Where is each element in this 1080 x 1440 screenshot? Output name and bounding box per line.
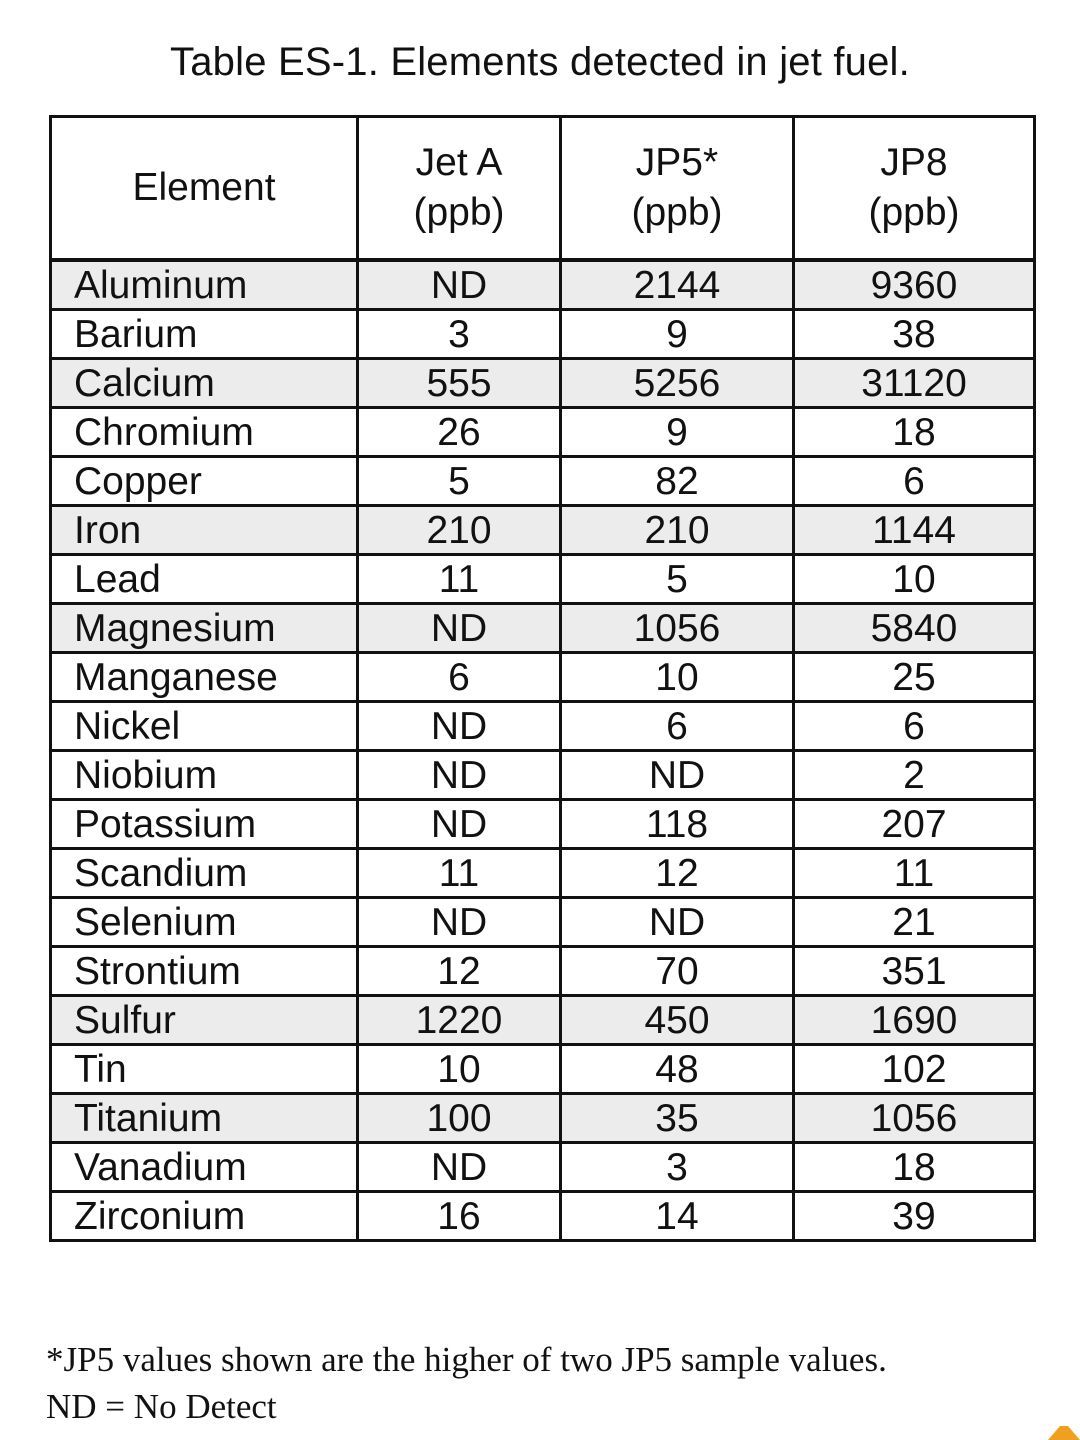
element-name-cell: Nickel [51,702,358,751]
jp5-value-cell: 10 [561,653,794,702]
jet-a-value-cell: 555 [358,359,561,408]
table-row [51,1192,1035,1241]
table-row [51,555,1035,604]
table-row [51,751,1035,800]
jet-a-value-cell: 6 [358,653,561,702]
table-row [51,653,1035,702]
jp5-value-cell: 82 [561,457,794,506]
jet-a-value-cell: 210 [358,506,561,555]
table-row [51,800,1035,849]
table-row [51,849,1035,898]
header-jp8-unit: (ppb) [868,191,960,234]
jet-a-value-cell: 16 [358,1192,561,1241]
table-row [51,1143,1035,1192]
jp8-value-cell: 5840 [794,604,1035,653]
jp8-value-cell: 11 [794,849,1035,898]
table-row [51,310,1035,359]
element-name-cell: Selenium [51,898,358,947]
jp5-value-cell: 3 [561,1143,794,1192]
element-name-cell: Chromium [51,408,358,457]
jp5-value-cell: 2144 [561,260,794,310]
jet-a-value-cell: 11 [358,555,561,604]
jp8-value-cell: 31120 [794,359,1035,408]
jet-a-value-cell: 5 [358,457,561,506]
jet-a-value-cell: 12 [358,947,561,996]
element-name-cell: Lead [51,555,358,604]
jp8-value-cell: 39 [794,1192,1035,1241]
jp5-value-cell: 6 [561,702,794,751]
elements-table [49,115,1036,1242]
jet-a-value-cell: 3 [358,310,561,359]
table-row [51,996,1035,1045]
jp8-value-cell: 6 [794,702,1035,751]
element-name-cell: Iron [51,506,358,555]
table-row [51,359,1035,408]
table-row [51,408,1035,457]
jp5-value-cell: 450 [561,996,794,1045]
element-name-cell: Manganese [51,653,358,702]
footnote-jp5: *JP5 values shown are the higher of two JP5 sample values. [46,1340,887,1379]
element-name-cell: Calcium [51,359,358,408]
table-row [51,947,1035,996]
element-name-cell: Vanadium [51,1143,358,1192]
table-header-row [51,117,1035,261]
element-name-cell: Magnesium [51,604,358,653]
header-jp5-unit: (ppb) [631,191,723,234]
jp5-value-cell: 5256 [561,359,794,408]
jet-a-value-cell: 1220 [358,996,561,1045]
table-row [51,457,1035,506]
jp8-value-cell: 25 [794,653,1035,702]
jp8-value-cell: 102 [794,1045,1035,1094]
jp5-value-cell: 9 [561,310,794,359]
jp8-value-cell: 6 [794,457,1035,506]
jet-a-value-cell: ND [358,898,561,947]
jp8-value-cell: 351 [794,947,1035,996]
table-row [51,1094,1035,1143]
jp5-value-cell: 210 [561,506,794,555]
table-title: Table ES-1. Elements detected in jet fuel. [170,40,910,84]
header-element [51,117,358,261]
header-jp8 [794,117,1035,261]
jp8-value-cell: 1144 [794,506,1035,555]
jet-a-value-cell: 10 [358,1045,561,1094]
jet-a-value-cell: ND [358,260,561,310]
table-body [51,260,1035,1241]
jp8-value-cell: 38 [794,310,1035,359]
element-name-cell: Zirconium [51,1192,358,1241]
jet-a-value-cell: 100 [358,1094,561,1143]
element-name-cell: Titanium [51,1094,358,1143]
table-row [51,506,1035,555]
table-row [51,260,1035,310]
header-jet-a-unit: (ppb) [413,191,505,234]
jet-a-value-cell: ND [358,800,561,849]
footnotes [46,1336,887,1430]
corner-logo-fragment [1010,1424,1080,1440]
footnote-nd: ND = No Detect [46,1387,277,1426]
header-element-label: Element [132,166,276,209]
jp8-value-cell: 18 [794,408,1035,457]
jet-a-value-cell: ND [358,1143,561,1192]
jp5-value-cell: ND [561,751,794,800]
element-name-cell: Scandium [51,849,358,898]
jp5-value-cell: ND [561,898,794,947]
jet-a-value-cell: 11 [358,849,561,898]
header-jp5 [561,117,794,261]
jp5-value-cell: 1056 [561,604,794,653]
element-name-cell: Barium [51,310,358,359]
element-name-cell: Niobium [51,751,358,800]
element-name-cell: Copper [51,457,358,506]
header-jp5-name: JP5* [635,141,719,184]
element-name-cell: Strontium [51,947,358,996]
jet-a-value-cell: ND [358,751,561,800]
table-row [51,1045,1035,1094]
jp8-value-cell: 1056 [794,1094,1035,1143]
header-jp8-name: JP8 [880,141,948,184]
jp8-value-cell: 21 [794,898,1035,947]
jp8-value-cell: 10 [794,555,1035,604]
jet-a-value-cell: 26 [358,408,561,457]
jet-a-value-cell: ND [358,702,561,751]
jp5-value-cell: 9 [561,408,794,457]
jp5-value-cell: 5 [561,555,794,604]
table-row [51,702,1035,751]
jet-a-value-cell: ND [358,604,561,653]
table-row [51,604,1035,653]
jp8-value-cell: 1690 [794,996,1035,1045]
element-name-cell: Potassium [51,800,358,849]
header-jet-a [358,117,561,261]
jp8-value-cell: 2 [794,751,1035,800]
header-jet-a-name: Jet A [415,141,503,184]
jp8-value-cell: 18 [794,1143,1035,1192]
element-name-cell: Aluminum [51,260,358,310]
table-row [51,898,1035,947]
jp5-value-cell: 70 [561,947,794,996]
jp5-value-cell: 14 [561,1192,794,1241]
jp5-value-cell: 118 [561,800,794,849]
jp5-value-cell: 35 [561,1094,794,1143]
jp5-value-cell: 48 [561,1045,794,1094]
element-name-cell: Tin [51,1045,358,1094]
jp8-value-cell: 207 [794,800,1035,849]
jp8-value-cell: 9360 [794,260,1035,310]
element-name-cell: Sulfur [51,996,358,1045]
jp5-value-cell: 12 [561,849,794,898]
